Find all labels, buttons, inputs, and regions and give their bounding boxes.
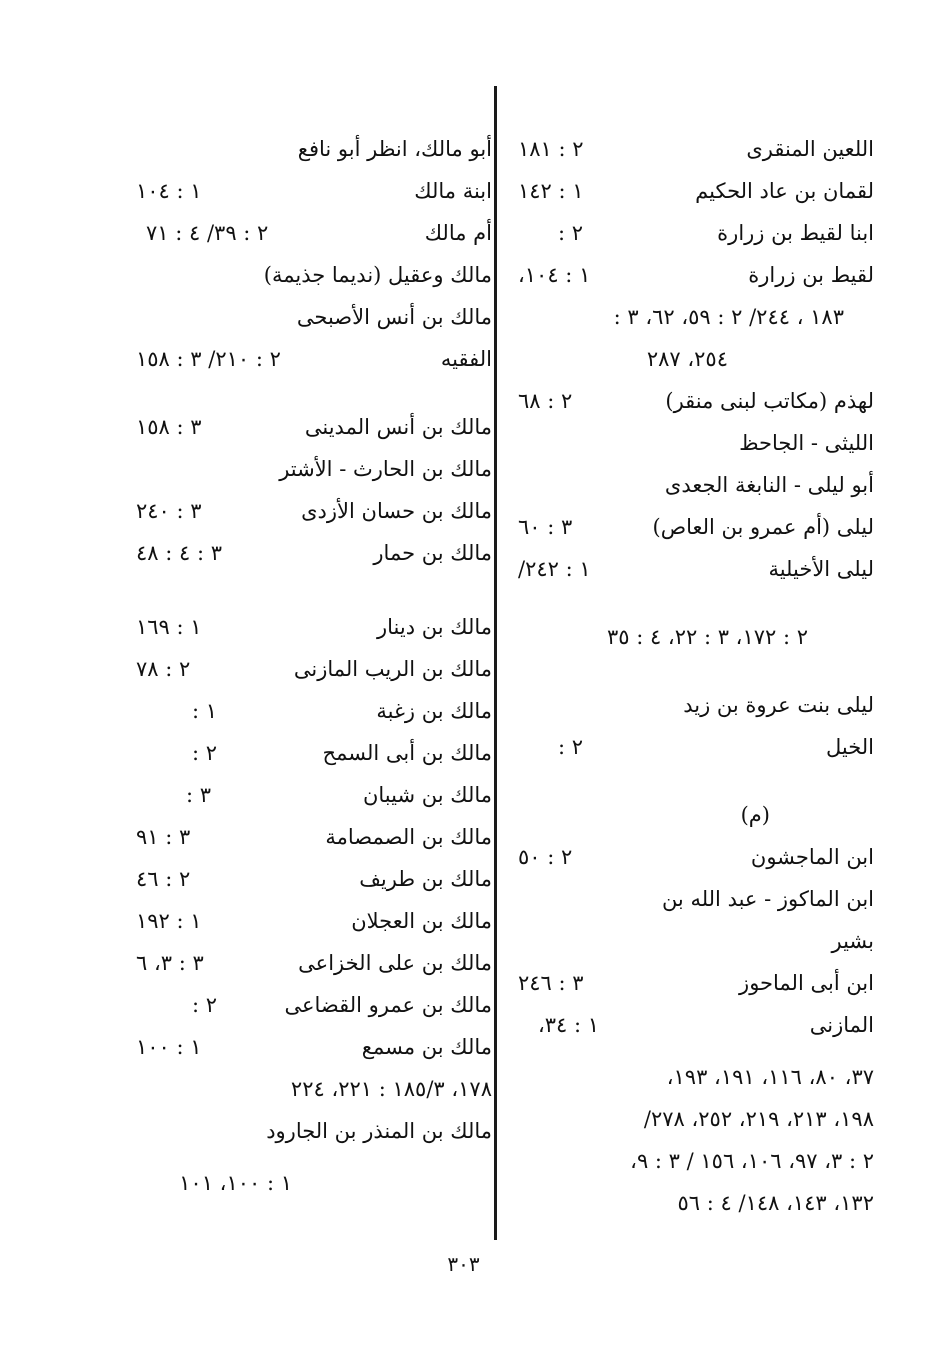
left-column [136, 128, 492, 1204]
index-entry: ابنة مالك ١ : ١٠٤ [136, 179, 492, 203]
column-divider [494, 86, 497, 1240]
index-entry-continuation: ١ : ١٠٠، ١٠١ [179, 1171, 292, 1195]
index-entry: مالك بن دينار ١ : ١٦٩ [136, 615, 492, 639]
index-entry: مالك وعقيل (نديما جذيمة) [263, 263, 492, 287]
index-entry: مالك بن أنس المدينى ٣ : ١٥٨ [136, 415, 492, 439]
index-entry: مالك بن المنذر بن الجارود [266, 1119, 492, 1143]
page-number: ٣٠٣ [447, 1252, 480, 1276]
index-entry: مالك بن طريف ٢ : ٤٦ [136, 867, 492, 891]
index-entry: أبو ليلى - النابغة الجعدى [664, 473, 874, 497]
index-entry-continuation: ٢٥٤، ٢٨٧ [646, 347, 728, 371]
index-entry-continuation: ٢ : ١٧٢، ٣ : ٢٢، ٤ : ٣٥ [606, 625, 808, 649]
index-entry: لهذم (مكاتب لبنى منقر) ٢ : ٦٨ [518, 389, 874, 413]
index-entry: مالك بن الريب المازنى ٢ : ٧٨ [136, 657, 492, 681]
index-entry: مالك بن مسمع ١ : ١٠٠ [136, 1035, 492, 1059]
index-entry: لقمان بن عاد الحكيم ١ : ١٤٢ [518, 179, 874, 203]
index-entry: ابن الماكوز - عبد الله بن [661, 887, 874, 911]
index-entry-continuation: ٢ : ٣، ٩٧، ١٠٦، ١٥٦ / ٣ : ٩، [630, 1149, 874, 1173]
index-entry: ابنا لقيط بن زرارة ٢ : [558, 221, 874, 245]
index-entry: مالك بن شيبان ٣ : [186, 783, 492, 807]
index-entry: مالك بن العجلان ١ : ١٩٢ [136, 909, 492, 933]
index-entry: مالك بن زغبة ١ : [192, 699, 492, 723]
index-entry: مالك بن أنس الأصبحى [296, 305, 492, 329]
index-entry: ليلى (أم عمرو بن العاص) ٣ : ٦٠ [518, 515, 874, 539]
index-entry-continuation: ١٣٢، ١٤٣، ١٤٨/ ٤ : ٥٦ [677, 1191, 874, 1215]
section-letter-heading: (م) [740, 803, 770, 827]
index-entry: مالك بن أبى السمح ٢ : [192, 741, 492, 765]
index-entry: المازنى ١ : ٣٤، [538, 1013, 874, 1037]
index-entry-continuation: ٣٧، ٨٠، ١١٦، ١٩١، ١٩٣، [666, 1065, 874, 1089]
index-entry: ليلى بنت عروة بن زيد [683, 693, 874, 717]
index-entry: مالك بن حمار ٣ : ٤ : ٤٨ [136, 541, 492, 565]
index-entry-continuation: ١٨٣ ، ٢٤٤/ ٢ : ٥٩، ٦٢، ٣ : [613, 305, 844, 329]
index-entry-continuation: ١٧٨، ١٨٥/٣ : ٢٢١، ٢٢٤ [290, 1077, 492, 1101]
index-entry: أبو مالك، انظر أبو نافع [297, 137, 492, 161]
index-entry-continuation: ١٩٨، ٢١٣، ٢١٩، ٢٥٢، ٢٧٨/ [643, 1107, 874, 1131]
index-entry: الخيل ٢ : [558, 735, 874, 759]
index-entry: مالك بن الحارث - الأشتر [279, 457, 492, 481]
index-entry: مالك بن حسان الأزدى ٣ : ٢٤٠ [136, 499, 492, 523]
index-entry: ابن الماجشون ٢ : ٥٠ [518, 845, 874, 869]
index-entry: ليلى الأخيلية ١ : ٢٤٢/ [518, 557, 874, 581]
index-entry: أم مالك ٢ : ٣٩/ ٤ : ٧١ [146, 221, 492, 245]
index-entry: لقيط بن زرارة ١ : ١٠٤، [518, 263, 874, 287]
index-entry: اللعين المنقرى ٢ : ١٨١ [518, 137, 874, 161]
index-entry: الليثى - الجاحظ [739, 431, 874, 455]
index-entry: مالك بن عمرو القضاعى ٢ : [192, 993, 492, 1017]
right-column [518, 128, 874, 1224]
index-entry: ابن أبى الماحوز ٣ : ٢٤٦ [518, 971, 874, 995]
index-entry-continuation: الفقيه ٢ : ٢١٠/ ٣ : ١٥٨ [136, 347, 492, 371]
index-entry-continuation: بشير [831, 929, 874, 953]
index-entry: مالك بن الصمصامة ٣ : ٩١ [136, 825, 492, 849]
index-entry: مالك بن على الخزاعى ٣ : ٣، ٦ [136, 951, 492, 975]
